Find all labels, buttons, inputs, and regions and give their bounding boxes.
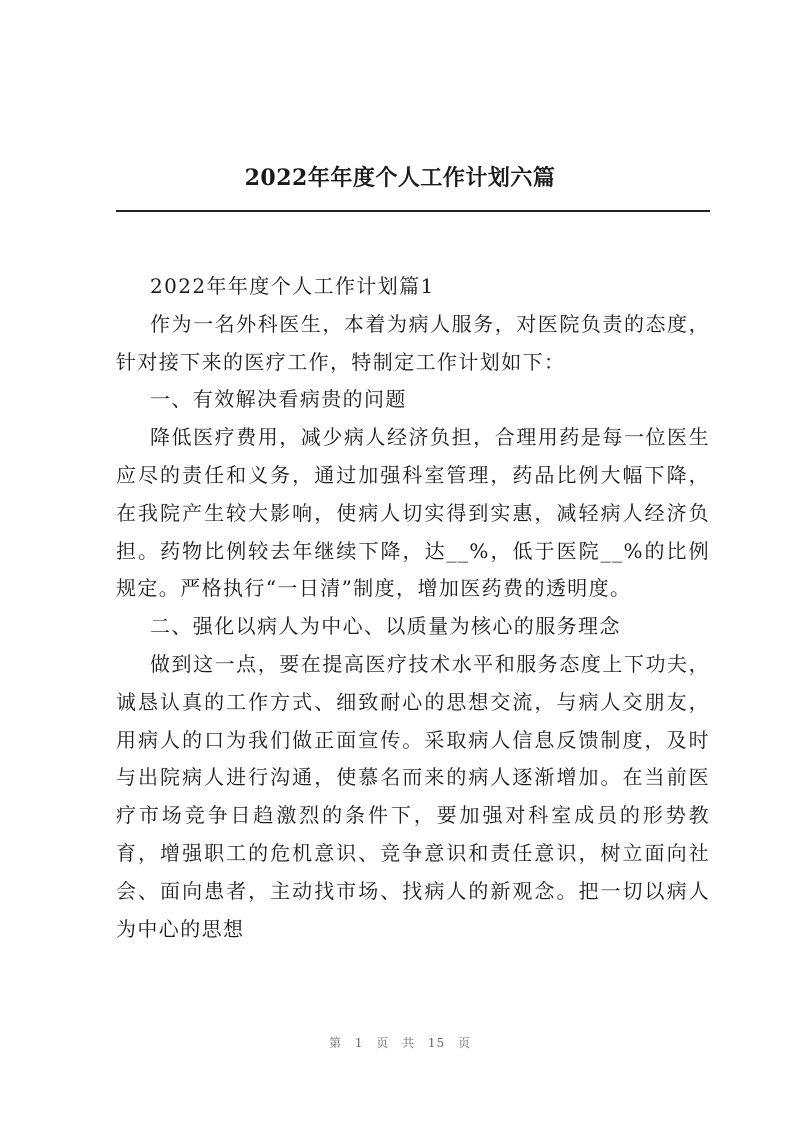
subheading-cost: 一、有效解决看病贵的问题 (150, 387, 407, 412)
subheading-service: 二、强化以病人为中心、以质量为核心的服务理念 (150, 614, 621, 639)
document-body (116, 268, 710, 948)
title-divider (116, 210, 710, 212)
intro-paragraph: 作为一名外科医生，本着为病人服务，对医院负责的态度，针对接下来的医疗工作，特制定工作计划如下： (116, 311, 710, 374)
page-footer: 第 1 页 共 15 页 (329, 1036, 471, 1050)
service-paragraph: 做到这一点，要在提高医疗技术水平和服务态度上下功夫，诚恳认真的工作方式、细致耐心的思想交流，与病人交朋友，用病人的口为我们做正面宣传。采取病人信息反馈制度，及时与出院病人进行沟通，使慕名而来的病人逐渐增加。在当前医疗市场竞争日趋激烈的条件下，要加强对科室成员的形势教育，增强职工的危机意识、竞争意识和责任意识，树立面向社会、面向患者，主动找市场、找病人的新观念。把一切以病人为中心的思想 (116, 651, 710, 941)
document-title: 2022年年度个人工作计划六篇 (244, 165, 556, 191)
section-heading-plan-1: 2022年年度个人工作计划篇1 (150, 274, 435, 298)
cost-paragraph: 降低医疗费用，减少病人经济负担，合理用药是每一位医生应尽的责任和义务，通过加强科室管理，药品比例大幅下降，在我院产生较大影响，使病人切实得到实惠，减轻病人经济负担。药物比例较去年继续下降，达__%，低于医院__%的比例规定。严格执行“一日清”制度，增加医药费的透明度。 (116, 425, 710, 601)
